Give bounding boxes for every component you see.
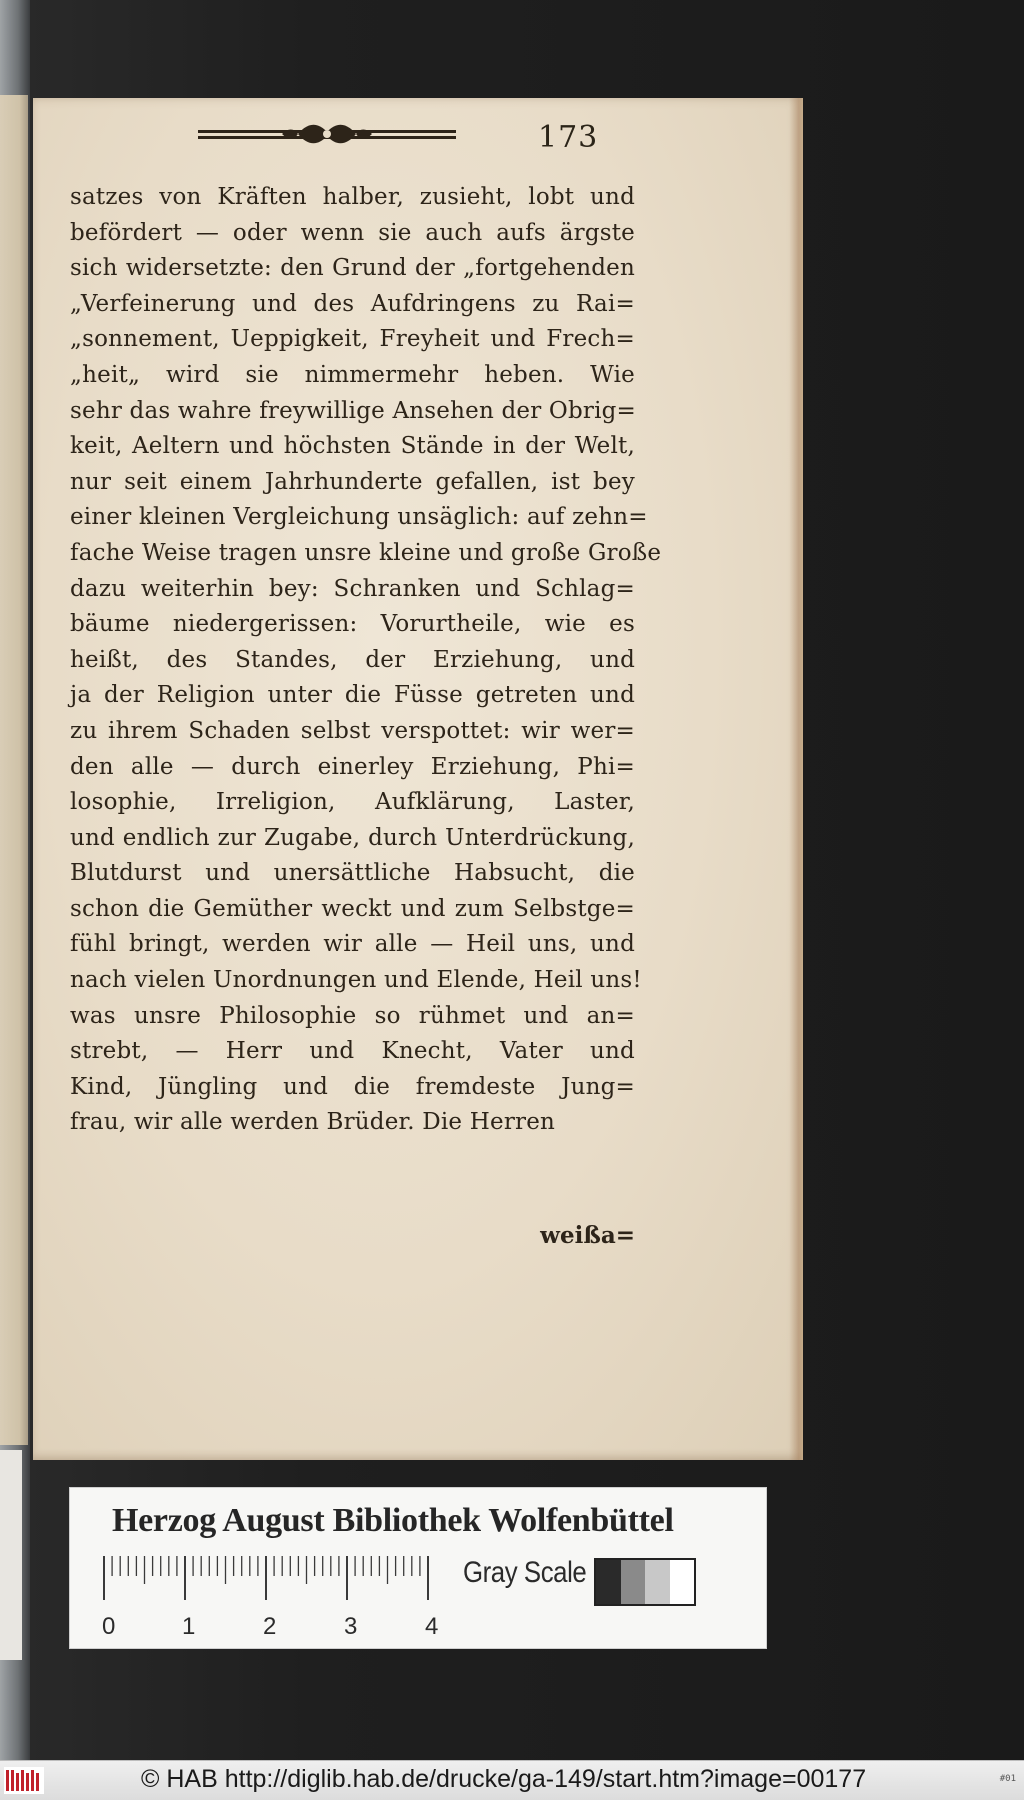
text-line: bäume niedergerissen: Vorurtheile, wie es <box>70 611 635 638</box>
text-line: fühl bringt, werden wir alle — Heil uns, und <box>70 931 635 958</box>
library-name: Herzog August Bibliothek Wolfenbüttel <box>112 1502 674 1539</box>
text-line: schon die Gemüther weckt und zum Selbstge= <box>70 895 635 922</box>
text-line: ja der Religion unter die Füsse getreten und <box>70 682 635 709</box>
ruler-label-2: 2 <box>263 1613 277 1640</box>
header-ornament-rule <box>198 122 456 146</box>
grayscale-label: Gray Scale <box>463 1556 587 1589</box>
text-line: satzes von Kräften halber, zusieht, lobt und <box>70 184 635 210</box>
page-number: 173 <box>538 120 599 155</box>
grayscale-patch <box>596 1560 621 1604</box>
ruler-label-1: 1 <box>182 1613 196 1640</box>
text-line: losophie, Irreligion, Aufklärung, Laster, <box>70 789 635 816</box>
text-line: keit, Aeltern und höchsten Stände in der Welt, <box>70 433 635 460</box>
page-text <box>70 180 662 1141</box>
text-line: „sonnement, Ueppigkeit, Freyheit und Frech= <box>70 326 635 353</box>
text-line: den alle — durch einerley Erziehung, Phi= <box>70 753 635 780</box>
text-line: fache Weise tragen unsre kleine und große Große <box>70 539 662 566</box>
text-line: dazu weiterhin bey: Schranken und Schlag= <box>70 575 635 602</box>
text-line: und endlich zur Zugabe, durch Unterdrückung, <box>70 824 635 851</box>
adjacent-page-edge <box>0 95 28 1445</box>
ruler-label-0: 0 <box>102 1613 116 1640</box>
footer-bar <box>0 1760 1024 1800</box>
text-line: nach vielen Unordnungen und Elende, Heil uns! <box>70 967 642 994</box>
image-counter: #01 <box>999 1774 1016 1784</box>
text-line: sich widersetzte: den Grund der „fortgehenden <box>70 255 635 282</box>
text-line: was unsre Philosophie so rühmet und an= <box>70 1002 635 1029</box>
color-target-card <box>70 1488 766 1648</box>
adjacent-page-strip <box>0 0 30 1760</box>
adjacent-target-edge <box>0 1450 22 1660</box>
text-line: zu ihrem Schaden selbst verspottet: wir wer= <box>70 717 635 744</box>
scale-ruler <box>100 1554 460 1640</box>
text-line: nur seit einem Jahrhunderte gefallen, ist bey <box>70 468 635 495</box>
text-line: strebt, — Herr und Knecht, Vater und <box>70 1038 635 1065</box>
text-line: frau, wir alle werden Brüder. Die Herren <box>70 1109 556 1136</box>
ruler-label-3: 3 <box>344 1613 358 1640</box>
text-line: „heit„ wird sie nimmermehr heben. Wie <box>70 361 635 388</box>
text-line: sehr das wahre freywillige Ansehen der Obrig= <box>70 397 637 424</box>
grayscale-patch <box>621 1560 646 1604</box>
text-line: „Verfeinerung und des Aufdringens zu Rai= <box>70 290 635 317</box>
grayscale-patch <box>645 1560 670 1604</box>
grayscale-patches <box>594 1558 696 1606</box>
text-line: Kind, Jüngling und die fremdeste Jung= <box>70 1073 635 1100</box>
grayscale-patch <box>670 1560 695 1604</box>
ruler-ticks <box>104 1556 428 1600</box>
text-line: Blutdurst und unersättliche Habsucht, die <box>70 860 635 887</box>
page-edge-shadow <box>789 98 803 1460</box>
text-line: heißt, des Standes, der Erziehung, und <box>70 646 635 673</box>
copyright-url[interactable]: © HAB http://diglib.hab.de/drucke/ga-149/start.htm?image=00177 <box>141 1765 867 1793</box>
catchword: weißa= <box>540 1222 635 1249</box>
text-line: einer kleinen Vergleichung unsäglich: auf zehn= <box>70 504 648 531</box>
hab-logo-icon <box>4 1767 44 1794</box>
text-line: befördert — oder wenn sie auch aufs ärgste <box>70 219 635 246</box>
ruler-label-4: 4 <box>425 1613 439 1640</box>
